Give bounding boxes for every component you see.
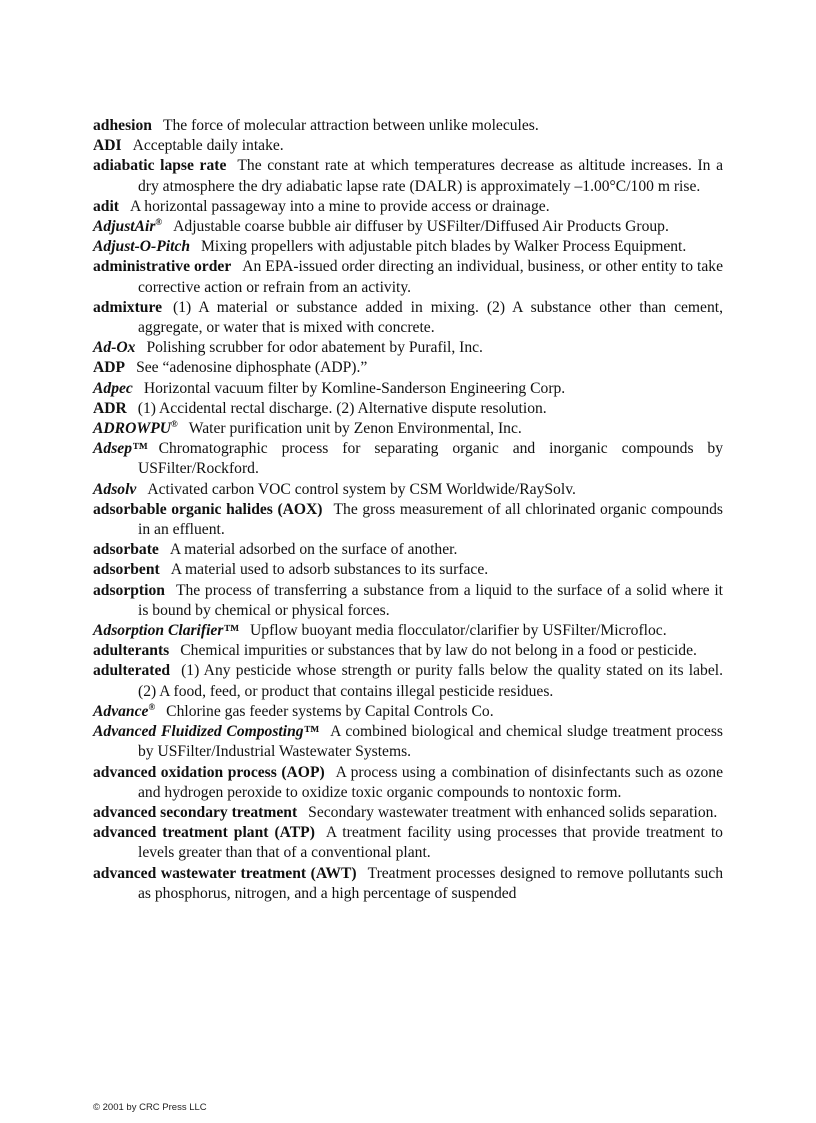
entry-term [93,299,162,316]
entry-term [93,440,148,457]
entry-definition: An EPA-issued order directing an individual, business, or other entity to take corrective action or refrain from an activity. [138,258,723,296]
entry-term [93,642,169,659]
entry-term [93,764,325,781]
entry-term-text: advanced oxidation process (AOP) [93,763,325,781]
glossary-list [93,116,723,904]
entry-term [93,481,136,498]
entry-definition: Horizontal vacuum filter by Komline-Sanderson Engineering Corp. [143,379,566,397]
glossary-entry [93,257,723,297]
entry-term [93,662,170,679]
entry-term [93,137,122,154]
entry-definition: (1) Any pesticide whose strength or purity falls below the quality stated on its label. (2) A food, feed, or product that contains illegal pesticide residues. [138,662,723,700]
entry-term-text: AdjustAir [93,218,156,236]
glossary-entry [93,358,723,378]
entry-term-text: ADROWPU [93,420,171,438]
entry-definition: Chemical impurities or substances that by law do not belong in a food or pesticide. [180,642,697,660]
entry-term-text: adsorption [93,581,165,599]
entry-term-text: adit [93,197,119,215]
entry-term [93,157,226,174]
entry-term-text: Advance [93,702,149,720]
entry-term-text: admixture [93,298,163,316]
registered-mark: ® [148,701,156,712]
entry-term [93,561,160,578]
entry-definition: Upflow buoyant media flocculator/clarifier by USFilter/Microfloc. [250,622,667,640]
glossary-entry [93,661,723,701]
entry-definition: (1) Accidental rectal discharge. (2) Alternative dispute resolution. [137,399,547,417]
entry-term-text: Adjust-O-Pitch [93,238,191,256]
entry-term-text: adsorbable organic halides (AOX) [93,500,323,518]
glossary-entry [93,399,723,419]
glossary-entry [93,217,723,237]
entry-definition: A process using a combination of disinfectants such as ozone and hydrogen peroxide to oxidize toxic organic compounds to nontoxic form. [138,763,724,801]
entry-term [93,865,357,882]
entry-definition: A material used to adsorb substances to its surface. [170,561,489,579]
entry-term [93,582,165,599]
entry-definition: Chlorine gas feeder systems by Capital Controls Co. [166,702,494,720]
glossary-entry [93,581,723,621]
entry-definition: Mixing propellers with adjustable pitch blades by Walker Process Equipment. [201,238,687,256]
entry-term [93,703,155,720]
registered-mark: ® [170,418,178,429]
glossary-entry [93,237,723,257]
entry-term [93,198,119,215]
glossary-entry [93,763,723,803]
glossary-entry [93,197,723,217]
entry-definition: Activated carbon VOC control system by CSM Worldwide/RaySolv. [147,480,576,498]
entry-term [93,622,239,639]
entry-term-text: ADP [93,359,126,377]
entry-term-text: advanced secondary treatment [93,803,298,821]
entry-term [93,117,152,134]
entry-term [93,804,297,821]
registered-mark: ® [155,216,163,227]
glossary-entry [93,136,723,156]
entry-definition: A treatment facility using processes that provide treatment to levels greater than that of a conventional plant. [138,824,723,862]
glossary-entry [93,540,723,560]
glossary-entry [93,864,723,904]
entry-term-text: ADR [93,399,127,417]
entry-term [93,501,323,518]
glossary-entry [93,439,723,479]
entry-term-text: adiabatic lapse rate [93,157,227,175]
entry-term [93,359,125,376]
entry-definition: The process of transferring a substance from a liquid to the surface of a solid where it is bound by chemical or physical forces. [138,581,723,619]
entry-term [93,339,135,356]
entry-term-text: Adsorption Clarifier™ [93,622,240,640]
entry-term-text: adulterated [93,662,171,680]
glossary-entry [93,419,723,439]
entry-term-text: Ad-Ox [93,339,136,357]
entry-term [93,824,315,841]
entry-definition: A horizontal passageway into a mine to provide access or drainage. [130,197,550,215]
entry-term-text: advanced treatment plant (ATP) [93,824,315,842]
entry-definition: The constant rate at which temperatures decrease as altitude increases. In a dry atmosphere the dry adiabatic lapse rate (DALR) is approximately –1.00°C/100 m rise. [138,157,723,195]
glossary-entry [93,500,723,540]
glossary-entry [93,338,723,358]
entry-term [93,420,178,437]
entry-term [93,723,319,740]
entry-definition: Acceptable daily intake. [132,137,284,155]
entry-term-text: adsorbate [93,541,159,559]
entry-definition: A material adsorbed on the surface of another. [169,541,458,559]
entry-definition: See “adenosine diphosphate (ADP).” [136,359,368,377]
glossary-entry [93,298,723,338]
entry-term-text: Advanced Fluidized Composting™ [93,723,320,741]
glossary-entry [93,823,723,863]
entry-definition: Secondary wastewater treatment with enhanced solids separation. [308,803,718,821]
glossary-entry [93,702,723,722]
entry-term [93,380,133,397]
entry-term-text: adulterants [93,642,170,660]
glossary-entry [93,803,723,823]
glossary-entry [93,722,723,762]
entry-term-text: Adsep™ [93,440,148,458]
glossary-entry [93,621,723,641]
entry-definition: (1) A material or substance added in mixing. (2) A substance other than cement, aggregate, or water that is mixed with concrete. [138,298,723,337]
entry-term [93,258,231,275]
entry-term [93,400,127,417]
entry-definition: Adjustable coarse bubble air diffuser by USFilter/Diffused Air Products Group. [173,218,669,236]
entry-term-text: Adsolv [93,480,137,498]
entry-term-text: ADI [93,137,122,155]
entry-term-text: advanced wastewater treatment (AWT) [93,864,357,882]
entry-definition: Treatment processes designed to remove pollutants such as phosphorus, nitrogen, and a high percentage of suspended [138,864,723,902]
copyright-footer: © 2001 by CRC Press LLC [93,1102,207,1113]
glossary-entry [93,156,723,196]
entry-term-text: Adpec [93,379,133,397]
glossary-entry [93,480,723,500]
entry-term-text: administrative order [93,258,232,276]
entry-term-text: adhesion [93,117,152,134]
glossary-entry [93,116,723,136]
entry-term-text: adsorbent [93,561,160,579]
entry-definition: The force of molecular attraction between unlike molecules. [162,117,539,134]
entry-definition: A combined biological and chemical sludge treatment process by USFilter/Industrial Wastewater Systems. [138,723,723,761]
entry-term [93,238,190,255]
entry-definition: Polishing scrubber for odor abatement by Purafil, Inc. [146,339,483,357]
glossary-entry [93,379,723,399]
glossary-entry [93,560,723,580]
entry-definition: Chromatographic process for separating organic and inorganic compounds by USFilter/Rockford. [138,440,723,478]
entry-definition: Water purification unit by Zenon Environmental, Inc. [188,420,522,438]
glossary-entry [93,641,723,661]
entry-definition: The gross measurement of all chlorinated organic compounds in an effluent. [138,500,724,539]
entry-term [93,218,162,235]
entry-term [93,541,159,558]
